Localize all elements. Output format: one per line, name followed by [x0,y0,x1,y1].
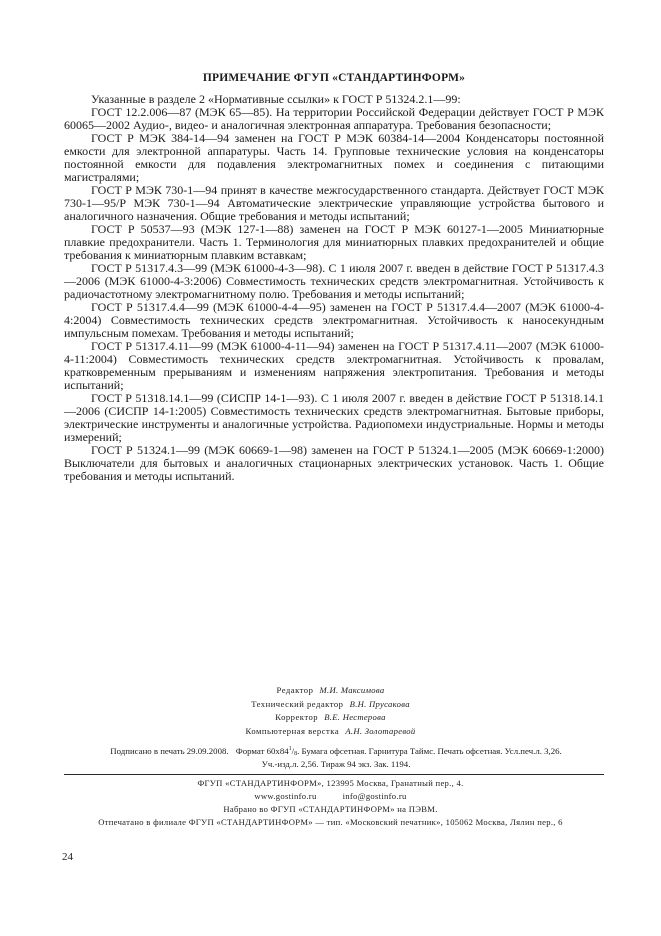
imprint-edition-sheets: Уч.-изд.л. 2,56. [261,759,319,769]
divider-rule [64,774,604,775]
credit-person: А.Н. Золотаревой [345,725,416,736]
imprint-typeface: Гарнитура Таймс. [368,746,436,756]
credit-person: В.Н. Прусакова [349,698,410,709]
publisher-notice [64,71,604,483]
notice-paragraph: ГОСТ Р 51317.4.3—99 (МЭК 61000-4-3—98). С 1 июля 2007 г. введен в действие ГОСТ Р 51317.4.3—2006 (МЭК 61000-4-3:2006) Совместимость технических средств электромагнитная. Устойчивость к радиочастотному электромагнитному полю. Требования и методы испытаний; [64,261,604,301]
page-number: 24 [62,851,73,863]
notice-paragraph: ГОСТ Р МЭК 384-14—94 заменен на ГОСТ Р МЭК 60384-14—2004 Конденсаторы постоянной емкости для электронной аппаратуры. Часть 14. Групповые технические условия на конденсаторы постоянной емкости для подавления электромагнитных помех и соединения с питающими магистралями; [64,131,604,184]
notice-paragraph-intro: Указанные в разделе 2 «Нормативные ссылки» к ГОСТ Р 51324.2.1—99: [91,92,461,106]
notice-body [64,93,604,483]
credit-role: Компьютерная верстка [245,725,340,736]
credit-role: Редактор [276,685,314,695]
notice-paragraph: ГОСТ Р МЭК 730-1—94 принят в качестве межгосударственного стандарта. Действует ГОСТ МЭК 730-1—95/Р МЭК 730-1—94 Автоматические электрические управляющие устройства бытового и аналогичного назначения. Общие требования и методы испытаний; [64,183,604,223]
notice-paragraph: ГОСТ Р 50537—93 (МЭК 127-1—88) заменен на ГОСТ Р МЭК 60127-1—2005 Миниатюрные плавкие предохранители. Часть 1. Терминология для миниатюрных плавких предохранителей и общие требования к миниатюрным плавким вставкам; [64,222,604,262]
credit-role: Технический редактор [251,698,344,709]
notice-title: ПРИМЕЧАНИЕ ФГУП «СТАНДАРТИНФОРМ» [202,72,466,84]
credit-technical-editor [0,698,661,712]
publisher-printed: Отпечатано в филиале ФГУП «СТАНДАРТИНФОРМ» — тип. «Московский печатник», 105062 Москва, Лялин пер., 6 [98,817,563,827]
publisher-info [0,777,661,829]
imprint-format-sup: 1 [288,746,292,752]
imprint-signed: Подписано в печать 29.09.2008. [110,746,229,756]
credit-person: В.Е. Нестерова [324,712,386,722]
credit-person: М.И. Максимова [319,685,385,695]
publisher-website: www.gostinfo.ru [254,791,317,801]
credit-layout [0,725,661,739]
publisher-contacts [0,790,661,803]
publisher-address: ФГУП «СТАНДАРТИНФОРМ», 123995 Москва, Гранатный пер., 4. [197,778,464,788]
credit-role: Корректор [275,712,319,722]
imprint-printing: Печать офсетная. [437,746,503,756]
imprint-line-1 [26,745,646,758]
imprint-format-sub: 8 [294,751,298,757]
imprint-line-2 [26,758,646,771]
imprint-paper: Бумага офсетная. [301,746,367,756]
notice-paragraph: ГОСТ Р 51317.4.4—99 (МЭК 61000-4-4—95) заменен на ГОСТ Р 51317.4.4—2007 (МЭК 61000-4-4:2004) Совместимость технических средств электромагнитная. Устойчивость к наносекундным импульсным помехам. Требования и методы испытаний; [64,300,604,340]
imprint-order: Зак. 1194. [373,759,411,769]
imprint-format-label: Формат 60x84 [235,746,289,756]
imprint-format-slash: / [291,746,295,756]
publisher-email: info@gostinfo.ru [342,791,407,801]
credit-editor [0,684,661,698]
notice-paragraph: ГОСТ Р 51324.1—99 (МЭК 60669-1—98) заменен на ГОСТ Р 51324.1—2005 (МЭК 60669-1:2000) Выключатели для бытовых и аналогичных стационарных электрических установок. Часть 1. Общие требования и методы испытаний. [64,443,604,483]
imprint [26,745,646,771]
credit-proofreader [0,711,661,725]
imprint-run: Тираж 94 экз. [320,759,372,769]
notice-paragraph: ГОСТ Р 51318.14.1—99 (СИСПР 14-1—93). С 1 июля 2007 г. введен в действие ГОСТ Р 51318.14.1—2006 (СИСПР 14-1:2005) Совместимость технических средств электромагнитная. Бытовые приборы, электрические инструменты и аналогичные устройства. Радиопомехи индустриальные. Нормы и методы измерений; [64,391,604,444]
imprint-format-end: . [297,746,300,756]
imprint-print-sheets: Усл.печ.л. 3,26. [504,746,562,756]
notice-paragraph: ГОСТ 12.2.006—87 (МЭК 65—85). На территории Российской Федерации действует ГОСТ Р МЭК 60065—2002 Аудио-, видео- и аналогичная электронная аппаратура. Требования безопасности; [64,105,604,132]
publisher-typeset: Набрано во ФГУП «СТАНДАРТИНФОРМ» на ПЭВМ. [223,804,438,814]
notice-paragraph: ГОСТ Р 51317.4.11—99 (МЭК 61000-4-11—94) заменен на ГОСТ Р 51317.4.11—2007 (МЭК 61000-4-11:2004) Совместимость технических средств электромагнитная. Устойчивость к провалам, кратковременным прерываниям и изменениям напряжения электропитания. Требования и методы испытаний; [64,339,604,392]
editorial-credits [0,684,661,738]
imprint-format [236,746,300,756]
